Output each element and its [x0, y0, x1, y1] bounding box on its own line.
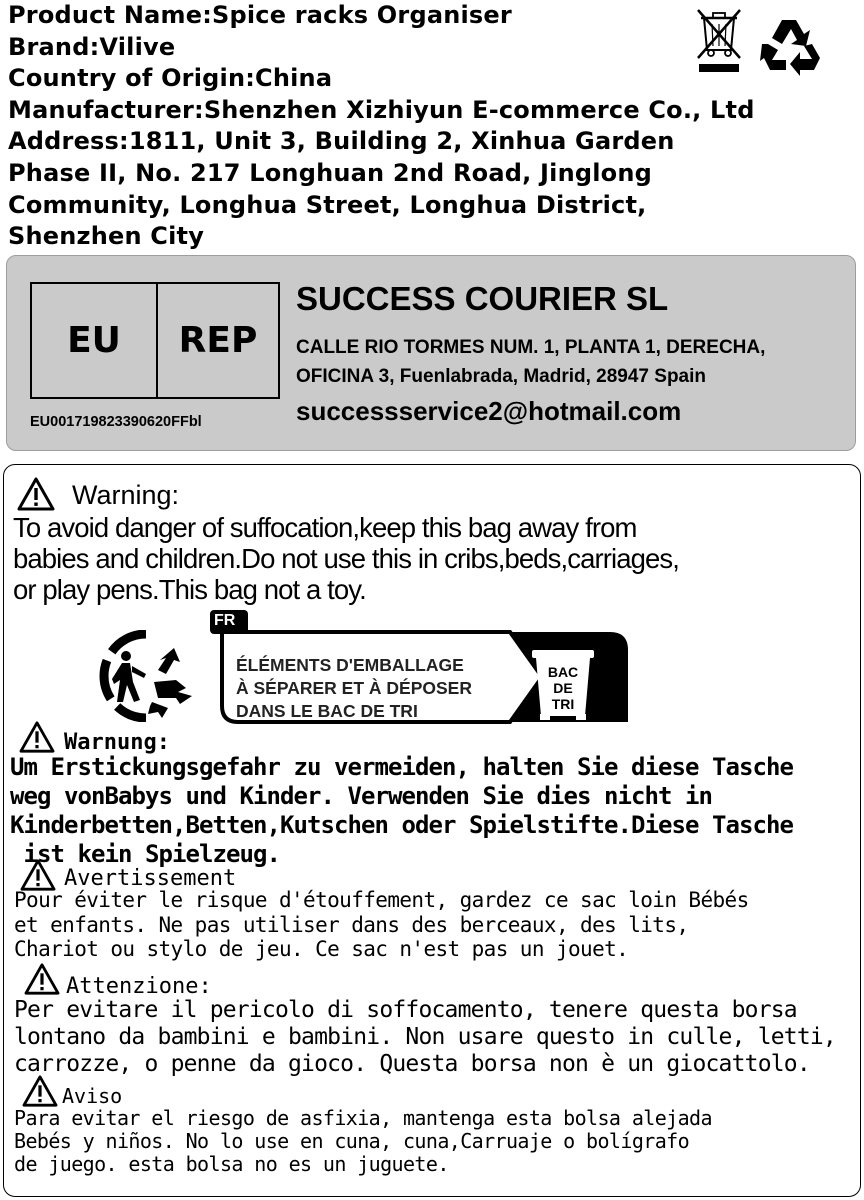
warning-text-es	[14, 1107, 712, 1176]
warning-line: Per evitare il pericolo di soffocamento, tenere questa borsa	[14, 997, 797, 1023]
eu-rep-code: EU001719823390620FFbl	[30, 414, 202, 430]
warning-line: To avoid danger of suffocation,keep this bag away from	[13, 512, 637, 543]
warning-line: weg vonBabys und Kinder. Verwenden Sie dies nicht in	[10, 782, 712, 810]
crossed-out-wheelie-bin-icon	[694, 6, 744, 76]
warning-line: Bebés y niños. No lo use en cuna, cuna,Carruaje o bolígrafo	[14, 1129, 690, 1153]
eu-label: EU	[32, 284, 158, 397]
recycle-icon	[760, 14, 826, 76]
rep-label: REP	[178, 320, 258, 361]
warning-text-en	[13, 512, 853, 605]
manufacturer: Manufacturer:Shenzhen Xizhiyun E-commerce Co., Ltd	[8, 95, 755, 124]
address-line-2: Phase II, No. 217 Longhuan 2nd Road, Jinglong	[8, 158, 653, 187]
warning-line: Chariot ou stylo de jeu. Ce sac n'est pas un jouet.	[14, 937, 629, 962]
address-line-1: Address:1811, Unit 3, Building 2, Xinhua Garden	[8, 127, 675, 156]
eu-rep-address-line: CALLE RIO TORMES NUM. 1, PLANTA 1, DERECHA,	[296, 337, 766, 358]
warning-line: lontano da bambini e bambini. Non usare questo in culle, letti,	[14, 1024, 836, 1050]
eu-rep-email: successservice2@hotmail.com	[296, 396, 682, 426]
warning-triangle-icon	[22, 962, 62, 996]
triman-icon	[96, 630, 200, 722]
product-info	[8, 0, 808, 253]
bin-text-line: BAC	[547, 664, 579, 680]
warning-title-de: Warnung:	[64, 730, 170, 755]
eu-rep-company: SUCCESS COURIER SL	[296, 280, 669, 317]
eu-rep-address-line: OFICINA 3, Fuenlabrada, Madrid, 28947 Spain	[296, 366, 707, 387]
warning-line: de juego. esta bolsa no es un juguete.	[14, 1152, 449, 1176]
warning-line: or play pens.This bag not a toy.	[13, 574, 366, 605]
address-line-4: Shenzhen City	[8, 222, 205, 251]
bin-text-line: DE	[553, 680, 573, 696]
warning-text-it	[14, 997, 836, 1078]
warning-triangle-icon	[20, 1074, 60, 1108]
warning-title-it: Attenzione:	[66, 974, 212, 999]
product-name: Product Name:Spice racks Organiser	[8, 1, 512, 29]
warning-line: Para evitar el riesgo de asfixia, mantenga esta bolsa alejada	[14, 1106, 712, 1130]
sorting-line: À SÉPARER ET À DÉPOSER	[236, 678, 472, 698]
eu-rep-address	[296, 333, 765, 391]
warning-title-es: Aviso	[62, 1084, 123, 1108]
warning-line: carrozze, o penne da gioco. Questa borsa non è un giocattolo.	[14, 1051, 810, 1077]
warning-line: ist kein Spielzeug.	[10, 840, 280, 868]
address-line-3: Community, Longhua Street, Longhua District,	[8, 190, 647, 219]
warning-text-fr	[14, 888, 749, 962]
warning-title-fr: Avertissement	[64, 866, 237, 891]
warning-line: Pour éviter le risque d'étouffement, gardez ce sac loin Bébés	[14, 888, 749, 912]
warning-triangle-icon	[16, 476, 56, 512]
sorting-line: DANS LE BAC DE TRI	[236, 701, 418, 721]
warning-line: babies and children.Do not use this in cribs,beds,carriages,	[13, 543, 679, 574]
sorting-tag: FR	[214, 612, 236, 629]
warning-triangle-icon	[18, 720, 56, 754]
sorting-line: ÉLÉMENTS D'EMBALLAGE	[236, 655, 464, 675]
sorting-bin-text	[538, 664, 588, 712]
eu-rep-box	[30, 282, 280, 399]
warning-line: Kinderbetten,Betten,Kutschen oder Spielstifte.Diese Tasche	[10, 811, 793, 839]
warning-title-en: Warning:	[72, 480, 180, 510]
warning-line: et enfants. Ne pas utiliser dans des berceaux, des lits,	[14, 912, 689, 937]
warning-text-de	[10, 753, 793, 869]
brand: Brand:Vilive	[8, 32, 176, 61]
warning-line: Um Erstickungsgefahr zu vermeiden, halten Sie diese Tasche	[10, 753, 793, 781]
warning-triangle-icon	[18, 858, 58, 892]
bin-text-line: TRI	[551, 696, 575, 712]
sorting-text	[236, 654, 472, 723]
country-of-origin: Country of Origin:China	[8, 64, 333, 93]
